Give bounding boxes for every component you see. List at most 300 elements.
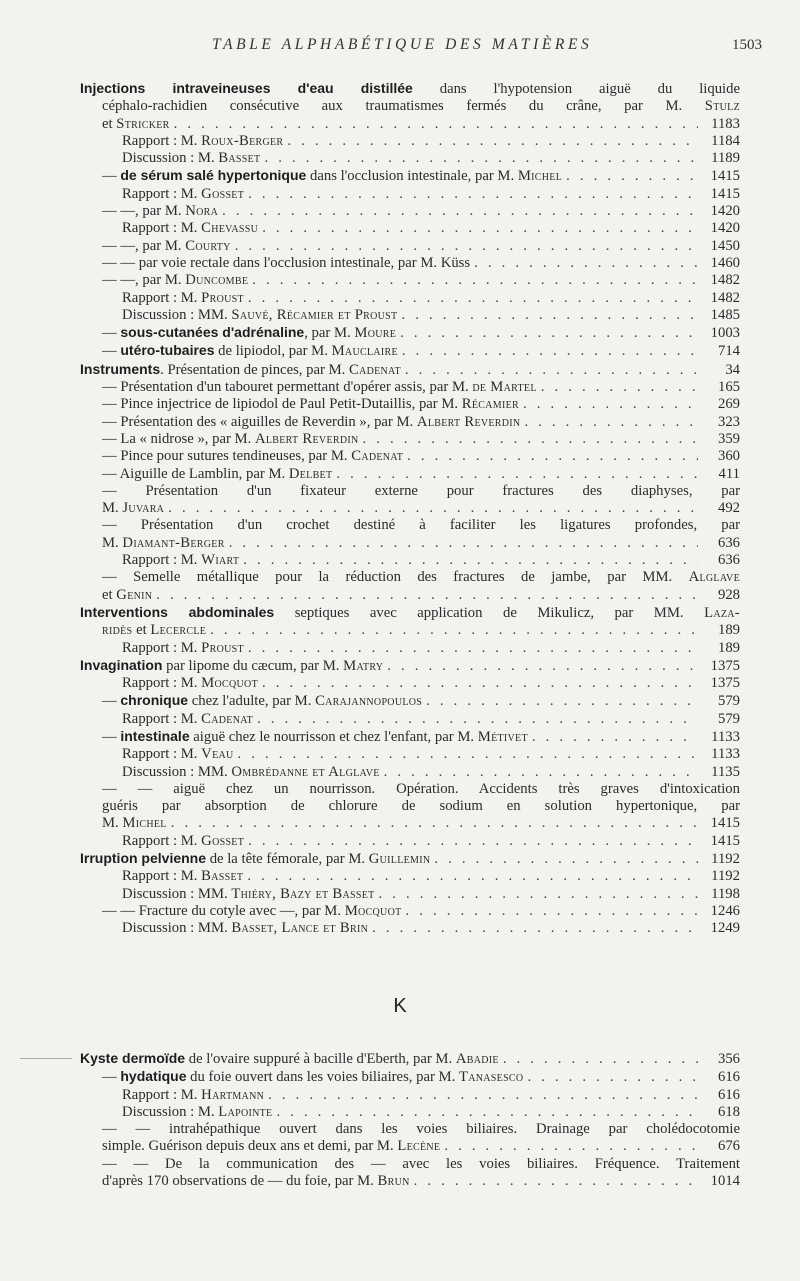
author-name: Carajannopoulos	[315, 693, 423, 710]
index-entry	[80, 186, 740, 203]
leader-dots	[414, 1173, 698, 1190]
index-entry	[80, 920, 740, 937]
entry-description: Rapport : M.	[122, 220, 202, 237]
entry-dash: —	[102, 396, 121, 413]
author-name: Juvara	[122, 500, 165, 517]
page-reference: 189	[717, 622, 740, 639]
author-name: Courty	[185, 237, 231, 254]
entry-description: . Présentation de pinces, par M.	[160, 361, 349, 378]
index-entry-line	[80, 80, 740, 98]
entry-text	[80, 361, 401, 379]
author-name: Guillemin	[368, 851, 431, 868]
leader-dots	[262, 675, 698, 692]
author-name: Mocquot	[201, 675, 258, 692]
entry-description: simple. Guérison depuis deux ans et demi, par M.	[102, 1138, 398, 1155]
entry-dash: —	[102, 517, 141, 534]
entry-text	[80, 80, 740, 98]
leader-dots	[503, 1051, 698, 1068]
index-entry	[80, 692, 740, 710]
page-reference: 1415	[710, 815, 740, 832]
entry-text	[102, 255, 470, 272]
page-reference: 676	[717, 1138, 740, 1155]
index-entry	[80, 868, 740, 885]
author-name: Lecène	[397, 1138, 441, 1155]
leader-dots	[174, 116, 698, 133]
entry-text	[122, 833, 244, 850]
author-name: Wiart	[201, 552, 240, 569]
entry-heading: de sérum salé hypertonique	[120, 167, 307, 184]
index-entry	[80, 133, 740, 150]
entry-text	[102, 781, 740, 798]
entry-heading: chronique	[120, 692, 189, 709]
margin-rule	[20, 1058, 72, 1059]
index-entry	[80, 220, 740, 237]
leader-dots	[243, 552, 698, 569]
index-entry-line	[80, 692, 740, 710]
index-entry-line	[80, 431, 740, 448]
entry-text	[80, 604, 740, 622]
page-reference: 411	[718, 465, 740, 482]
page-reference: 356	[717, 1051, 740, 1067]
index-entry-line	[80, 396, 740, 413]
index-entry-line	[80, 466, 740, 483]
index-entry-line	[80, 1156, 740, 1173]
entry-heading: Interventions abdominales	[80, 603, 275, 620]
entry-dash: —	[102, 1069, 121, 1086]
index-entry-line	[80, 517, 740, 534]
leader-dots	[401, 307, 698, 324]
entry-dash: —	[102, 168, 121, 185]
index-entry	[80, 307, 740, 324]
author-name: Basset, Lance et Brin	[231, 920, 369, 937]
leader-dots	[363, 431, 699, 448]
index-entry	[80, 483, 740, 518]
author-name: Basset	[218, 150, 261, 167]
entry-dash: —	[102, 482, 146, 499]
index-entry-line	[80, 167, 740, 185]
author-name: Lapointe	[218, 1103, 273, 1120]
entry-text	[122, 675, 258, 692]
entry-description: Rapport : M.	[122, 868, 202, 885]
entry-text	[122, 220, 258, 237]
index-entry	[80, 1121, 740, 1156]
page-reference: 1415	[710, 185, 740, 202]
index-entry-line	[80, 764, 740, 781]
index-entry	[80, 290, 740, 307]
index-entry-line	[80, 255, 740, 272]
leader-dots	[566, 168, 698, 185]
entry-dash: —	[102, 430, 121, 447]
index-entry	[80, 255, 740, 272]
page-reference: 1133	[711, 746, 740, 763]
entry-description: et	[102, 586, 117, 603]
page-number: 1503	[732, 37, 762, 53]
index-entry-line	[80, 711, 740, 728]
index-entry-line	[80, 414, 740, 431]
entry-text	[102, 116, 170, 133]
index-entry	[80, 272, 740, 289]
author-name: Proust	[201, 639, 244, 656]
leader-dots	[156, 587, 698, 604]
entry-description: aiguë chez un nourrisson. Opération. Accidents très graves d'intoxication	[173, 780, 740, 797]
index-entry	[80, 80, 740, 133]
entry-description: Pince injectrice de lipiodol de Paul Petit-Dutaillis, par M.	[120, 396, 462, 413]
index-entry	[80, 1156, 740, 1191]
entry-text	[102, 798, 740, 815]
entry-text	[122, 1104, 272, 1121]
page-reference: 1003	[710, 325, 740, 342]
leader-dots	[426, 693, 698, 710]
entry-dash: — —	[102, 780, 174, 797]
leader-dots	[287, 133, 698, 150]
entry-dash: — —,	[102, 203, 143, 220]
entry-description: Rapport : M.	[122, 1086, 202, 1103]
page-reference: 323	[717, 413, 740, 430]
page-reference: 579	[717, 710, 740, 727]
index-entry	[80, 1050, 740, 1068]
leader-dots	[247, 868, 698, 885]
entry-description: Discussion : MM.	[122, 306, 232, 323]
entry-description: Fracture du cotyle avec —, par M.	[138, 902, 345, 919]
author-name: Mocquot	[344, 902, 402, 919]
page-reference: 359	[717, 430, 740, 447]
index-entries-k	[80, 1050, 740, 1190]
entry-description: dans l'hypotension aiguë du liquide	[412, 81, 740, 97]
leader-dots	[527, 1069, 698, 1086]
leader-dots	[248, 640, 698, 657]
entry-heading: utéro-tubaires	[120, 342, 215, 359]
index-entry	[80, 342, 740, 360]
entry-description: de lipiodol, par M.	[214, 343, 332, 360]
entry-text	[102, 500, 164, 517]
page-reference: 1375	[710, 657, 740, 674]
author-name: Nora	[185, 203, 219, 220]
index-entry	[80, 203, 740, 220]
entry-description: Discussion : MM.	[122, 763, 232, 780]
author-name: Basset	[201, 868, 244, 885]
entry-text	[122, 640, 244, 657]
page-reference: 616	[717, 1086, 740, 1103]
entry-text	[102, 622, 206, 639]
leader-dots	[268, 1087, 698, 1104]
entry-text	[102, 396, 519, 413]
entry-heading: Invagination	[80, 656, 163, 673]
index-entry-line	[80, 1087, 740, 1104]
index-entry-line	[80, 1121, 740, 1138]
page-reference: 1415	[710, 168, 740, 185]
index-entry	[80, 781, 740, 833]
entry-dash: — —,	[102, 272, 143, 289]
running-head	[0, 36, 800, 58]
index-entry-line	[80, 1050, 740, 1068]
page-reference: 1482	[710, 289, 740, 306]
entry-text	[102, 1156, 740, 1173]
index-entry-line	[80, 203, 740, 220]
index-entry	[80, 675, 740, 692]
entry-text	[122, 552, 239, 569]
entry-description: et	[102, 115, 117, 132]
entry-text	[122, 746, 234, 763]
entry-description: par M.	[142, 237, 186, 254]
index-entry-line	[80, 850, 740, 868]
entry-dash: —	[102, 343, 121, 360]
entry-description: Rapport : M.	[122, 552, 202, 569]
leader-dots	[222, 203, 698, 220]
entry-description: De la communication des — avec les voies biliaires. Fréquence. Traitement	[164, 1155, 740, 1172]
leader-dots	[405, 362, 698, 379]
author-name: Albert Reverdin	[416, 413, 521, 430]
entry-heading: Instruments	[80, 360, 161, 377]
leader-dots	[248, 290, 698, 307]
author-name: Roux-Berger	[201, 132, 284, 149]
entry-text	[102, 587, 152, 604]
index-entry-line	[80, 604, 740, 622]
author-name: Laza-	[704, 604, 740, 621]
leader-dots	[474, 255, 698, 272]
index-entry-line	[80, 903, 740, 920]
index-entry-line	[80, 186, 740, 203]
index-entry	[80, 1087, 740, 1104]
leader-dots	[532, 729, 698, 746]
leader-dots	[252, 272, 698, 289]
entry-text	[122, 764, 380, 781]
entry-description: Rapport : M.	[122, 132, 202, 149]
entry-description: par M.	[142, 272, 186, 289]
index-entry	[80, 466, 740, 483]
entry-dash: — —	[102, 1155, 165, 1172]
entry-text	[102, 431, 359, 448]
author-name: Chevassu	[201, 220, 259, 237]
index-entry	[80, 886, 740, 903]
entry-text	[80, 657, 383, 675]
index-entry-line	[80, 657, 740, 675]
entry-dash: — —	[102, 902, 139, 919]
index-entry-line	[80, 920, 740, 937]
index-entry-line	[80, 1104, 740, 1121]
entry-description: dans l'occlusion intestinale, par M.	[306, 168, 518, 185]
index-entry	[80, 324, 740, 342]
entry-dash: —	[102, 379, 121, 396]
entry-dash: —	[102, 325, 121, 342]
leader-dots	[523, 396, 698, 413]
entry-heading: hydatique	[120, 1068, 187, 1085]
entry-description: chez l'adulte, par M.	[188, 693, 316, 710]
entry-description: de la tête fémorale, par M.	[206, 851, 369, 868]
entry-text	[102, 1173, 410, 1190]
entry-description: Aiguille de Lamblin, par M.	[119, 465, 289, 482]
index-entry	[80, 604, 740, 640]
leader-dots	[168, 500, 698, 517]
index-entry-line	[80, 886, 740, 903]
index-entry-line	[80, 640, 740, 657]
entry-text	[102, 414, 520, 431]
entry-description: Rapport : M.	[122, 832, 202, 849]
index-entry-line	[80, 342, 740, 360]
author-name: Tanasesco	[458, 1069, 524, 1086]
leader-dots	[248, 833, 698, 850]
index-entry	[80, 552, 740, 569]
entry-description: M.	[102, 500, 123, 517]
entry-text	[102, 535, 225, 552]
entry-text	[102, 903, 402, 920]
index-entry-line	[80, 500, 740, 517]
index-entry-line	[80, 361, 740, 379]
leader-dots	[238, 746, 698, 763]
index-entry-line	[80, 238, 740, 255]
leader-dots	[248, 186, 698, 203]
page-reference: 714	[717, 343, 740, 360]
leader-dots	[235, 238, 698, 255]
author-name: Duncombe	[185, 272, 249, 289]
index-entry-line	[80, 728, 740, 746]
index-entry	[80, 711, 740, 728]
index-entry-line	[80, 1068, 740, 1086]
leader-dots	[406, 903, 698, 920]
index-entry	[80, 517, 740, 552]
index-entry-line	[80, 1173, 740, 1190]
author-name: Albert Reverdin	[254, 430, 359, 447]
index-entry-line	[80, 220, 740, 237]
page-reference: 1415	[710, 832, 740, 849]
leader-dots	[379, 886, 698, 903]
index-entry	[80, 833, 740, 850]
leader-dots	[171, 815, 698, 832]
index-entry-line	[80, 98, 740, 115]
index-entry-line	[80, 798, 740, 815]
page-reference: 618	[717, 1103, 740, 1120]
index-entry-line	[80, 535, 740, 552]
entry-description: Rapport : M.	[122, 710, 202, 727]
author-name: Michel	[122, 815, 167, 832]
index-entry-line	[80, 272, 740, 289]
page-reference: 1450	[710, 237, 740, 254]
author-name: Abadie	[455, 1051, 499, 1067]
author-name: Ombrédanne et Alglave	[231, 763, 380, 780]
author-name: Alglave	[688, 569, 740, 586]
entry-description: Discussion : M.	[122, 1103, 219, 1120]
entry-text	[122, 186, 244, 203]
entry-text	[122, 886, 375, 903]
index-entry	[80, 431, 740, 448]
index-entry-line	[80, 1138, 740, 1155]
entry-description: de l'ovaire suppuré à bacille d'Eberth, par M.	[185, 1051, 456, 1067]
author-name: Delbet	[288, 465, 333, 482]
entry-description: du foie ouvert dans les voies biliaires, par M.	[186, 1069, 459, 1086]
entry-text	[102, 1138, 440, 1155]
page-reference: 1482	[710, 272, 740, 289]
entry-description: La « nidrose », par M.	[120, 430, 255, 447]
index-entry-line	[80, 379, 740, 396]
entry-description: par lipome du cæcum, par M.	[162, 657, 344, 674]
entry-description: et	[132, 622, 151, 639]
entry-text	[122, 133, 283, 150]
entry-heading: Kyste dermoïde	[80, 1050, 186, 1066]
leader-dots	[257, 711, 698, 728]
entry-description: , par M.	[304, 325, 355, 342]
leader-dots	[387, 658, 698, 675]
entry-description: M.	[102, 815, 123, 832]
leader-dots	[264, 150, 698, 167]
entry-description: Présentation d'un fixateur externe pour fractures des diaphyses, par	[145, 482, 740, 499]
page-reference: 1014	[710, 1173, 740, 1190]
entry-description: septiques avec application de Mikulicz, par MM.	[274, 604, 705, 621]
leader-dots	[262, 220, 698, 237]
index-entry	[80, 448, 740, 465]
index-entry	[80, 657, 740, 675]
section-letter-k: K	[393, 995, 407, 1017]
index-entry-line	[80, 307, 740, 324]
entry-description: Présentation d'un crochet destiné à faciliter les ligatures profondes, par	[140, 517, 740, 534]
page-reference: 1246	[710, 902, 740, 919]
leader-dots	[434, 851, 698, 868]
page-reference: 1420	[710, 220, 740, 237]
author-name: Stricker	[116, 115, 170, 132]
author-name: Matry	[343, 657, 384, 674]
index-entry-line	[80, 133, 740, 150]
entry-description: d'après 170 observations de — du foie, par M.	[102, 1173, 378, 1190]
author-name: Cadenat	[351, 448, 404, 465]
author-name: Métivet	[477, 728, 528, 745]
entry-heading: Irruption pelvienne	[80, 850, 207, 867]
author-name: Hartmann	[201, 1086, 265, 1103]
page-reference: 1485	[710, 306, 740, 323]
index-entry-line	[80, 290, 740, 307]
entry-text	[102, 238, 231, 255]
entry-dash: —	[102, 569, 134, 586]
entry-description: Rapport : M.	[122, 746, 202, 763]
author-name: Lecercle	[150, 622, 207, 639]
entry-text	[102, 815, 167, 832]
entry-description: Rapport : M.	[122, 185, 202, 202]
entry-text	[102, 324, 396, 342]
entry-description: intrahépathique ouvert dans les voies biliaires. Drainage par cholédocotomie	[169, 1121, 740, 1138]
page-reference: 1189	[711, 150, 740, 167]
page-reference: 1460	[710, 254, 740, 271]
entry-dash: —	[102, 465, 120, 482]
page-reference: 1249	[710, 920, 740, 937]
index-entry-line	[80, 587, 740, 604]
author-name: Sauvé, Récamier et Proust	[231, 306, 398, 323]
index-entry	[80, 238, 740, 255]
index-entry-line	[80, 448, 740, 465]
index-entry	[80, 1068, 740, 1086]
index-entry	[80, 167, 740, 185]
entry-dash: —	[102, 693, 121, 710]
page-reference: 1192	[711, 868, 740, 885]
entry-description: par voie rectale dans l'occlusion intestinale, par M. Küss	[138, 254, 471, 271]
page-reference: 1184	[711, 132, 740, 149]
leader-dots	[524, 414, 698, 431]
entry-description: Présentation d'un tabouret permettant d'opérer assis, par M.	[120, 379, 473, 396]
entry-dash: — —	[102, 254, 139, 271]
page-reference: 189	[717, 639, 740, 656]
index-entry-line	[80, 552, 740, 569]
index-entry	[80, 569, 740, 604]
entry-text	[102, 448, 403, 465]
page-reference: 1198	[711, 885, 740, 902]
author-name: Cadenat	[348, 361, 401, 378]
entry-text	[102, 272, 248, 289]
entry-text	[102, 483, 740, 500]
leader-dots	[372, 920, 698, 937]
running-title: TABLE ALPHABÉTIQUE DES MATIÈRES	[212, 36, 593, 53]
leader-dots	[402, 343, 698, 360]
leader-dots	[444, 1138, 698, 1155]
index-entry	[80, 150, 740, 167]
page-reference: 492	[717, 500, 740, 517]
leader-dots	[276, 1104, 698, 1121]
page-reference: 165	[717, 379, 740, 396]
